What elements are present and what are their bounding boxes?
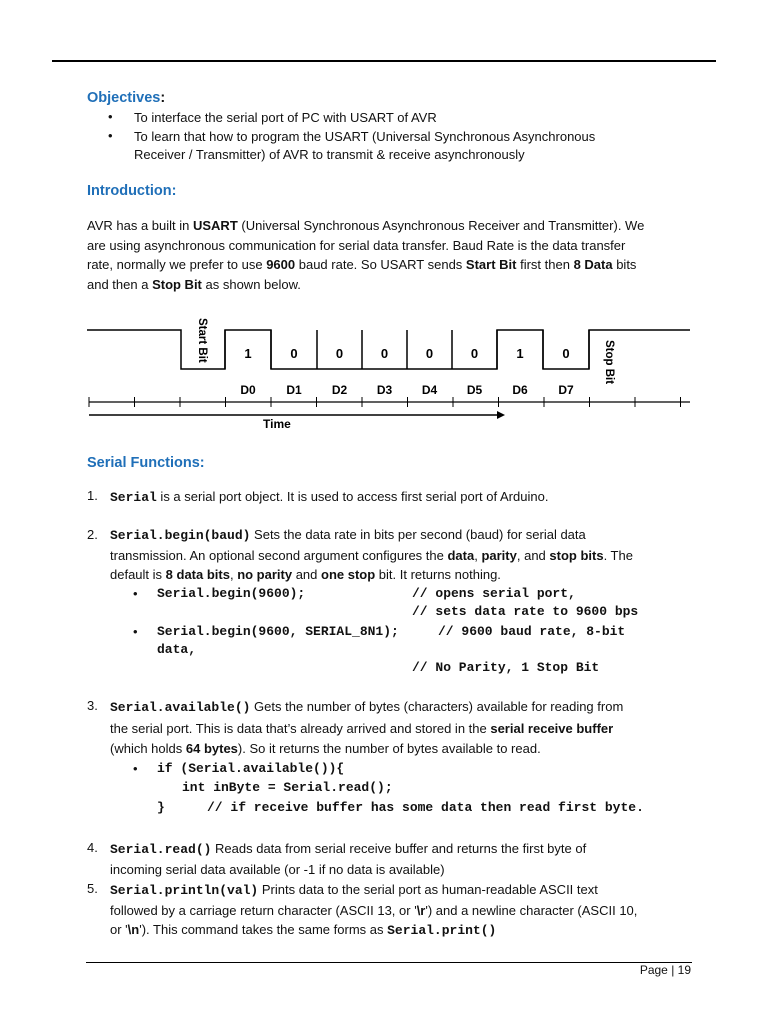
bullet: • <box>108 109 113 124</box>
function-serial-available: Serial.available() Gets the number of bytes (characters) available for reading from the serial port. This is data that’s already arrived and stored in the serial receive buffer (which holds 64 bytes). So it returns the number of bytes available to read. <box>110 699 624 756</box>
bit-value: 0 <box>335 346 344 361</box>
bullet: • <box>108 128 113 143</box>
footer-rule <box>86 962 692 963</box>
function-serial-println: Serial.println(val) Prints data to the serial port as human-readable ASCII text followed by a carriage return character (ASCII 13, or '\r') and a newline character (ASCII 10, or '\n'). This command takes the same forms as Serial.print() <box>110 882 638 938</box>
serial-timing-diagram <box>0 310 768 440</box>
code-read-byte: int inByte = Serial.read(); <box>182 780 393 795</box>
bullet: • <box>133 586 138 601</box>
top-rule <box>52 60 716 62</box>
serial-functions-heading: Serial Functions: <box>87 455 205 471</box>
code-close-brace: } <box>157 800 165 815</box>
code-begin-8n1: Serial.begin(9600, SERIAL_8N1); <box>157 624 399 639</box>
signal-waveform <box>87 330 690 369</box>
bit-name: D2 <box>331 383 348 397</box>
code-if-available: if (Serial.available()){ <box>157 761 345 776</box>
bit-name: D6 <box>512 383 528 397</box>
bit-box-group <box>225 330 589 369</box>
code-comment: // No Parity, 1 Stop Bit <box>412 660 600 675</box>
bullet: • <box>133 624 138 639</box>
item-number: 4. <box>87 840 98 855</box>
bit-value: 0 <box>380 346 389 361</box>
bit-name: D1 <box>286 383 302 397</box>
function-serial-read: Serial.read() Reads data from serial receive buffer and returns the first byte of incoming serial data available (or -1 if no data is available) <box>110 841 587 877</box>
code-comment: // sets data rate to 9600 bps <box>412 604 639 619</box>
code-comment: // opens serial port, <box>412 586 576 601</box>
bit-value: 0 <box>290 346 298 361</box>
bit-name: D3 <box>376 383 393 397</box>
time-label: Time <box>263 417 291 431</box>
objective-2-cont: Receiver / Transmitter) of AVR to transmit & receive asynchronously <box>134 147 525 162</box>
code-comment: // if receive buffer has some data then read first byte. <box>207 800 644 815</box>
function-serial-begin: Serial.begin(baud) Sets the data rate in bits per second (baud) for serial data transmission. An optional second argument configures the data, parity, and stop bits. The default is 8 data bits, no parity and one stop bit. It returns nothing. <box>110 527 633 582</box>
bit-name: D4 <box>421 383 438 397</box>
bit-value: 1 <box>244 346 252 361</box>
objectives-heading: Objectives: <box>87 90 166 106</box>
start-bit-label: Start Bit <box>196 318 208 363</box>
code-comment: // 9600 baud rate, 8-bit <box>438 624 626 639</box>
bullet: • <box>133 761 138 776</box>
function-serial: Serial is a serial port object. It is used to access first serial port of Arduino. <box>110 489 549 505</box>
item-number: 5. <box>87 881 98 896</box>
introduction-heading: Introduction: <box>87 183 177 199</box>
arrow-head <box>497 411 505 419</box>
objective-1: To interface the serial port of PC with USART of AVR <box>134 110 437 125</box>
intro-paragraph: AVR has a built in USART (Universal Synchronous Asynchronous Receiver and Transmitter). We are using asynchronous communication for serial data transfer. Baud Rate is the data transfer rate, normally we prefer to use 9600 baud rate. So USART sends Start Bit first then 8 Data bits and then a Stop Bit as shown below. <box>87 218 645 292</box>
code-comment-cont: data, <box>157 642 197 657</box>
bit-name-group <box>240 383 574 397</box>
item-number: 2. <box>87 527 98 542</box>
objective-2: To learn that how to program the USART (Universal Synchronous Asynchronous <box>134 129 596 144</box>
code-begin-9600: Serial.begin(9600); <box>157 586 306 601</box>
bit-value: 0 <box>470 346 479 361</box>
bit-value: 1 <box>516 346 524 361</box>
bit-value: 0 <box>425 346 434 361</box>
page-number: Page | 19 <box>639 963 691 977</box>
bit-value: 0 <box>562 346 570 361</box>
stop-bit-label: Stop Bit <box>603 340 615 385</box>
bit-name: D5 <box>466 383 483 397</box>
bit-name: D7 <box>558 383 574 397</box>
item-number: 3. <box>87 698 98 713</box>
item-number: 1. <box>87 488 98 503</box>
bit-name: D0 <box>240 383 256 397</box>
